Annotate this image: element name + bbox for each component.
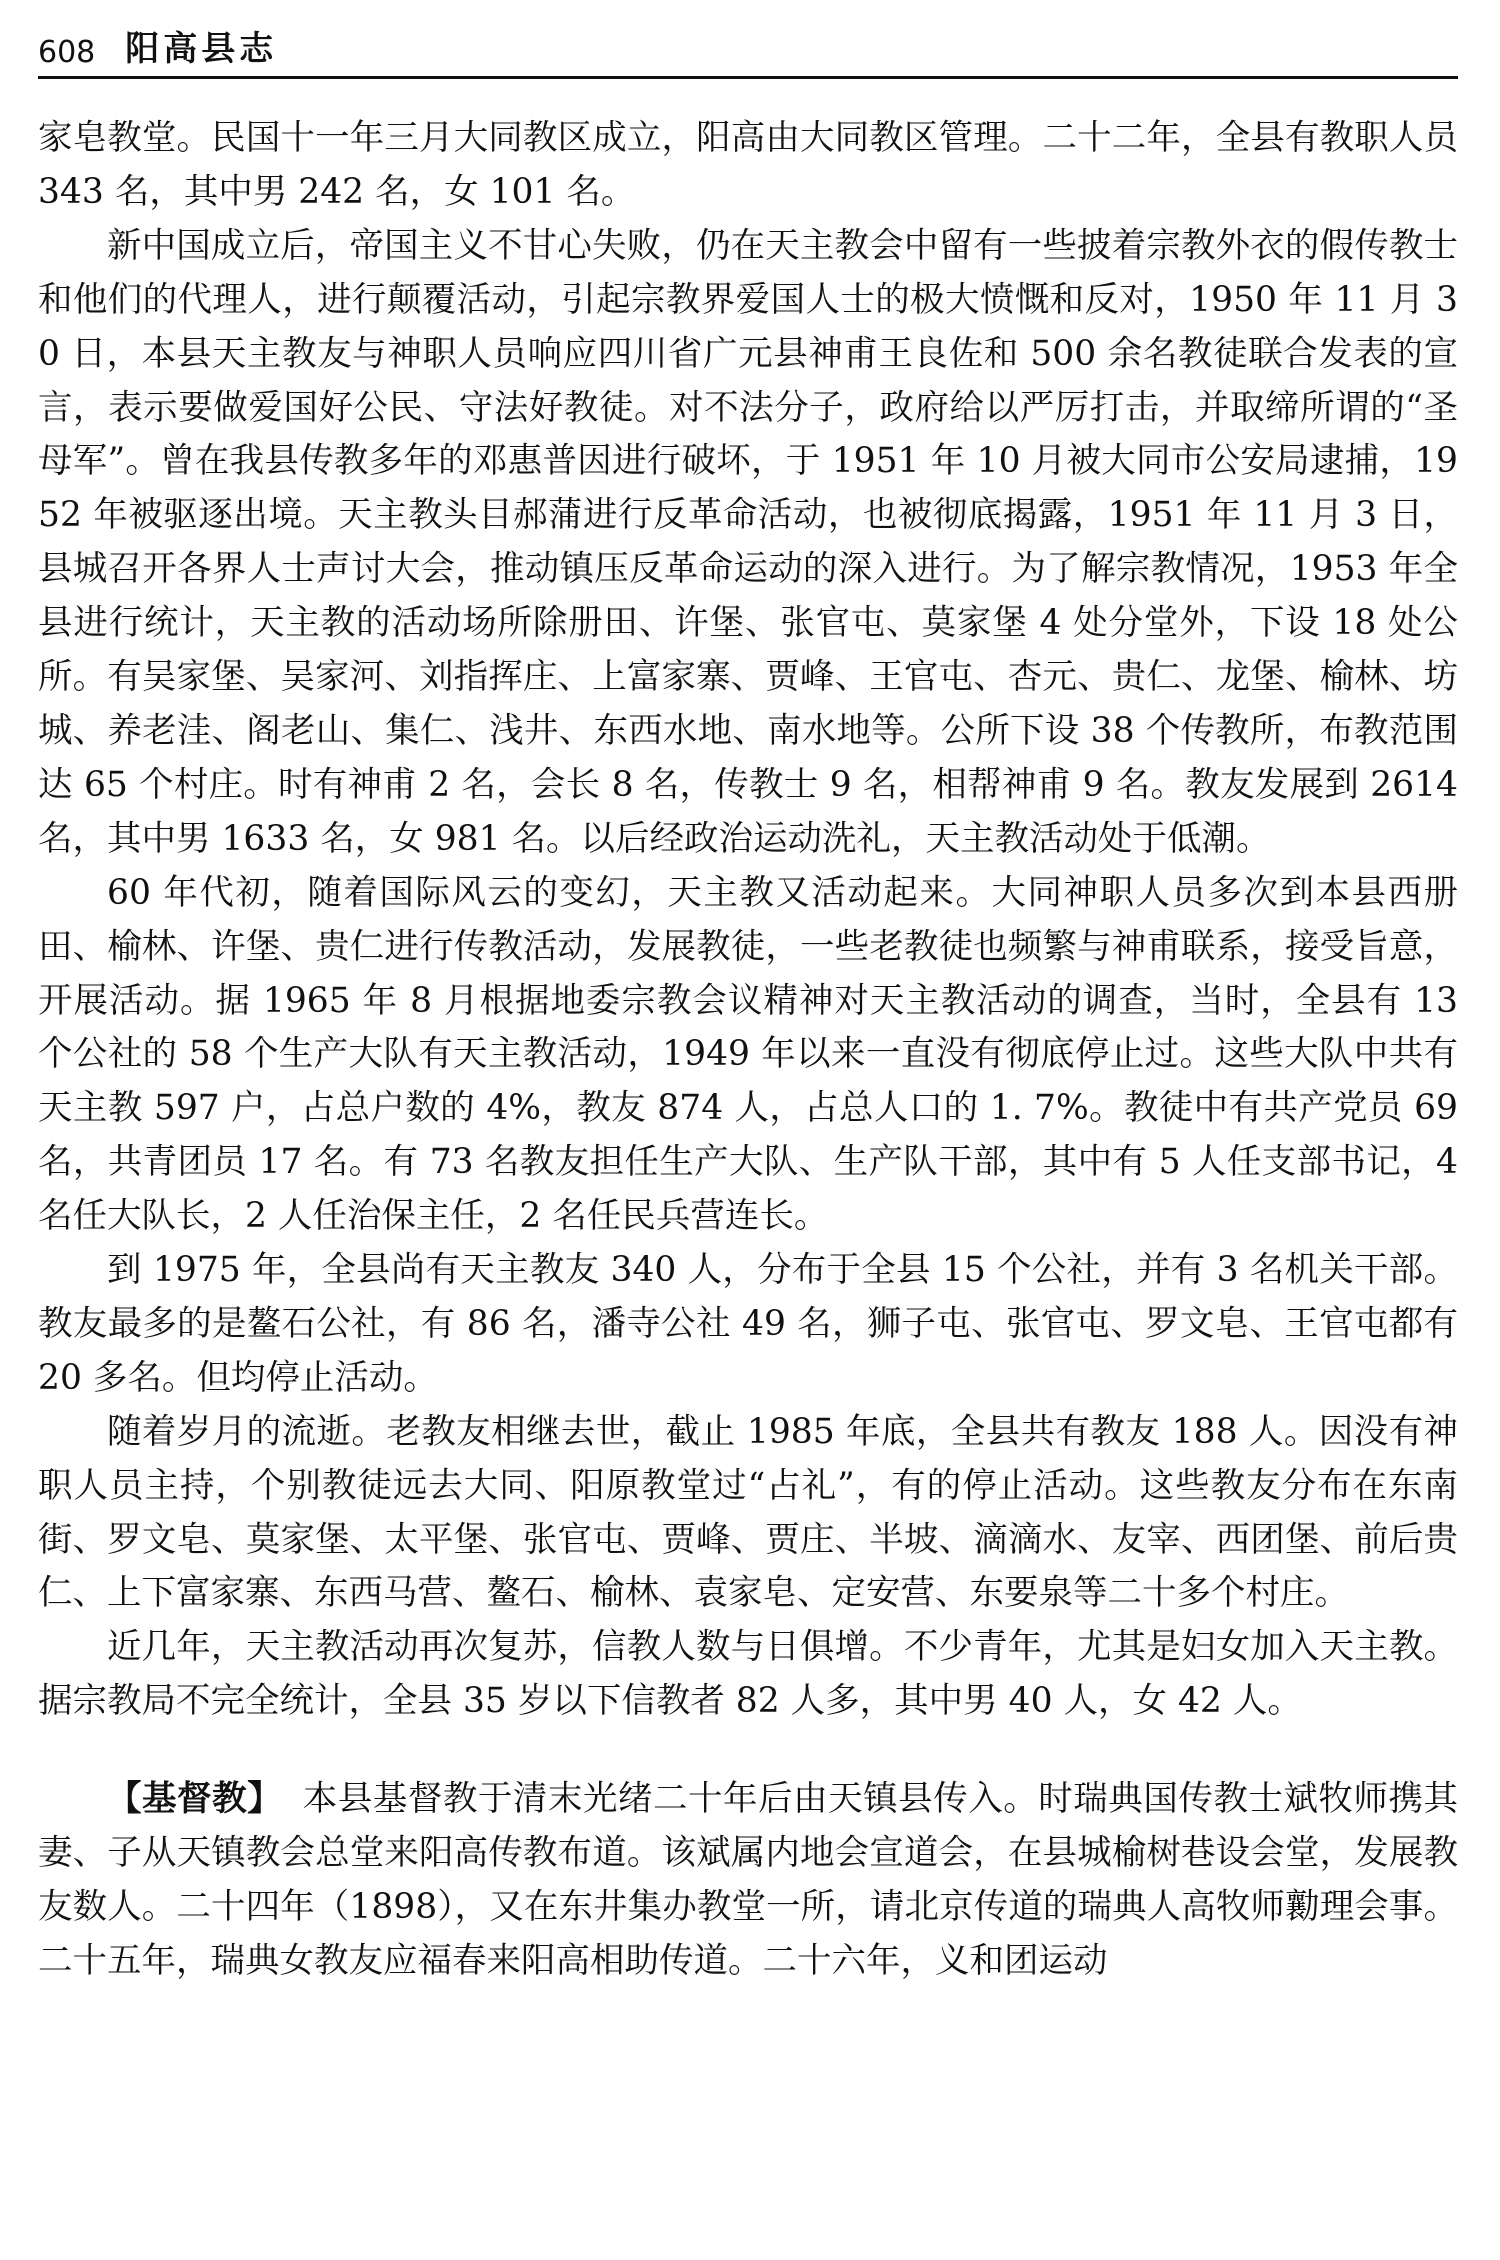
section-text: 本县基督教于清末光绪二十年后由天镇县传入。时瑞典国传教士斌牧师携其妻、子从天镇教会总堂来阳高传教布道。该斌属内地会宣道会，在县城榆树巷设会堂，发展教友数人。二十四年（1898），又在东井集办教堂一所，请北京传道的瑞典人高牧师勷理会事。二十五年，瑞典女教友应福春来阳高相助传道。二十六年，义和团运动	[38, 1779, 1458, 1981]
paragraph: 近几年，天主教活动再次复苏，信教人数与日俱增。不少青年，尤其是妇女加入天主教。据宗教局不完全统计，全县 35 岁以下信教者 82 人多，其中男 40 人，女 42 人。	[38, 1627, 1458, 1722]
section-title: 【基督教】	[107, 1779, 283, 1820]
body-text	[38, 112, 1458, 1989]
paragraph: 随着岁月的流逝。老教友相继去世，截止 1985 年底，全县共有教友 188 人。因没有神职人员主持，个别教徒远去大同、阳原教堂过“占礼”，有的停止活动。这些教友分布在东南街、罗文皂、莫家堡、太平堡、张官屯、贾峰、贾庄、半坡、滴滴水、友宰、西团堡、前后贵仁、上下富家寨、东西马营、鳌石、榆林、袁家皂、定安营、东要泉等二十多个村庄。	[38, 1411, 1458, 1614]
book-title: 阳高县志	[125, 29, 278, 69]
section-christianity	[38, 1773, 1458, 1989]
page-header	[38, 20, 1458, 79]
paragraph: 新中国成立后，帝国主义不甘心失败，仍在天主教会中留有一些披着宗教外衣的假传教士和他们的代理人，进行颠覆活动，引起宗教界爱国人士的极大愤慨和反对，1950 年 11 月 30 日，本县天主教友与神职人员响应四川省广元县神甫王良佐和 500 余名教徒联合发表的宣言，表示要做爱国好公民、守法好教徒。对不法分子，政府给以严厉打击，并取缔所谓的“圣母军”。曾在我县传教多年的邓惠普因进行破坏，于 1951 年 10 月被大同市公安局逮捕，1952 年被驱逐出境。天主教头目郝蒲进行反革命活动，也被彻底揭露，1951 年 11 月 3 日，县城召开各界人士声讨大会，推动镇压反革命运动的深入进行。为了解宗教情况，1953 年全县进行统计，天主教的活动场所除册田、许堡、张官屯、莫家堡 4 处分堂外，下设 18 处公所。有吴家堡、吴家河、刘指挥庄、上富家寨、贾峰、王官屯、杏元、贵仁、龙堡、榆林、坊城、养老洼、阁老山、集仁、浅井、东西水地、南水地等。公所下设 38 个传教所，布教范围达 65 个村庄。时有神甫 2 名，会长 8 名，传教士 9 名，相帮神甫 9 名。教友发展到 2614 名，其中男 1633 名，女 981 名。以后经政治运动洗礼，天主教活动处于低潮。	[38, 225, 1458, 859]
paragraph: 到 1975 年，全县尚有天主教友 340 人，分布于全县 15 个公社，并有 3 名机关干部。教友最多的是鳌石公社，有 86 名，潘寺公社 49 名，狮子屯、张官屯、罗文皂、王官屯都有 20 多名。但均停止活动。	[38, 1250, 1458, 1398]
paragraph: 60 年代初，随着国际风云的变幻，天主教又活动起来。大同神职人员多次到本县西册田、榆林、许堡、贵仁进行传教活动，发展教徒，一些老教徒也频繁与神甫联系，接受旨意，开展活动。据 1965 年 8 月根据地委宗教会议精神对天主教活动的调查，当时，全县有 13 个公社的 58 个生产大队有天主教活动，1949 年以来一直没有彻底停止过。这些大队中共有天主教 597 户，占总户数的 4%，教友 874 人，占总人口的 1. 7%。教徒中有共产党员 69 名，共青团员 17 名。有 73 名教友担任生产大队、生产队干部，其中有 5 人任支部书记，4 名任大队长，2 人任治保主任，2 名任民兵营连长。	[38, 872, 1458, 1237]
page-number: 608	[38, 35, 96, 70]
paragraph-continued: 家皂教堂。民国十一年三月大同教区成立，阳高由大同教区管理。二十二年，全县有教职人员 343 名，其中男 242 名，女 101 名。	[38, 118, 1458, 212]
